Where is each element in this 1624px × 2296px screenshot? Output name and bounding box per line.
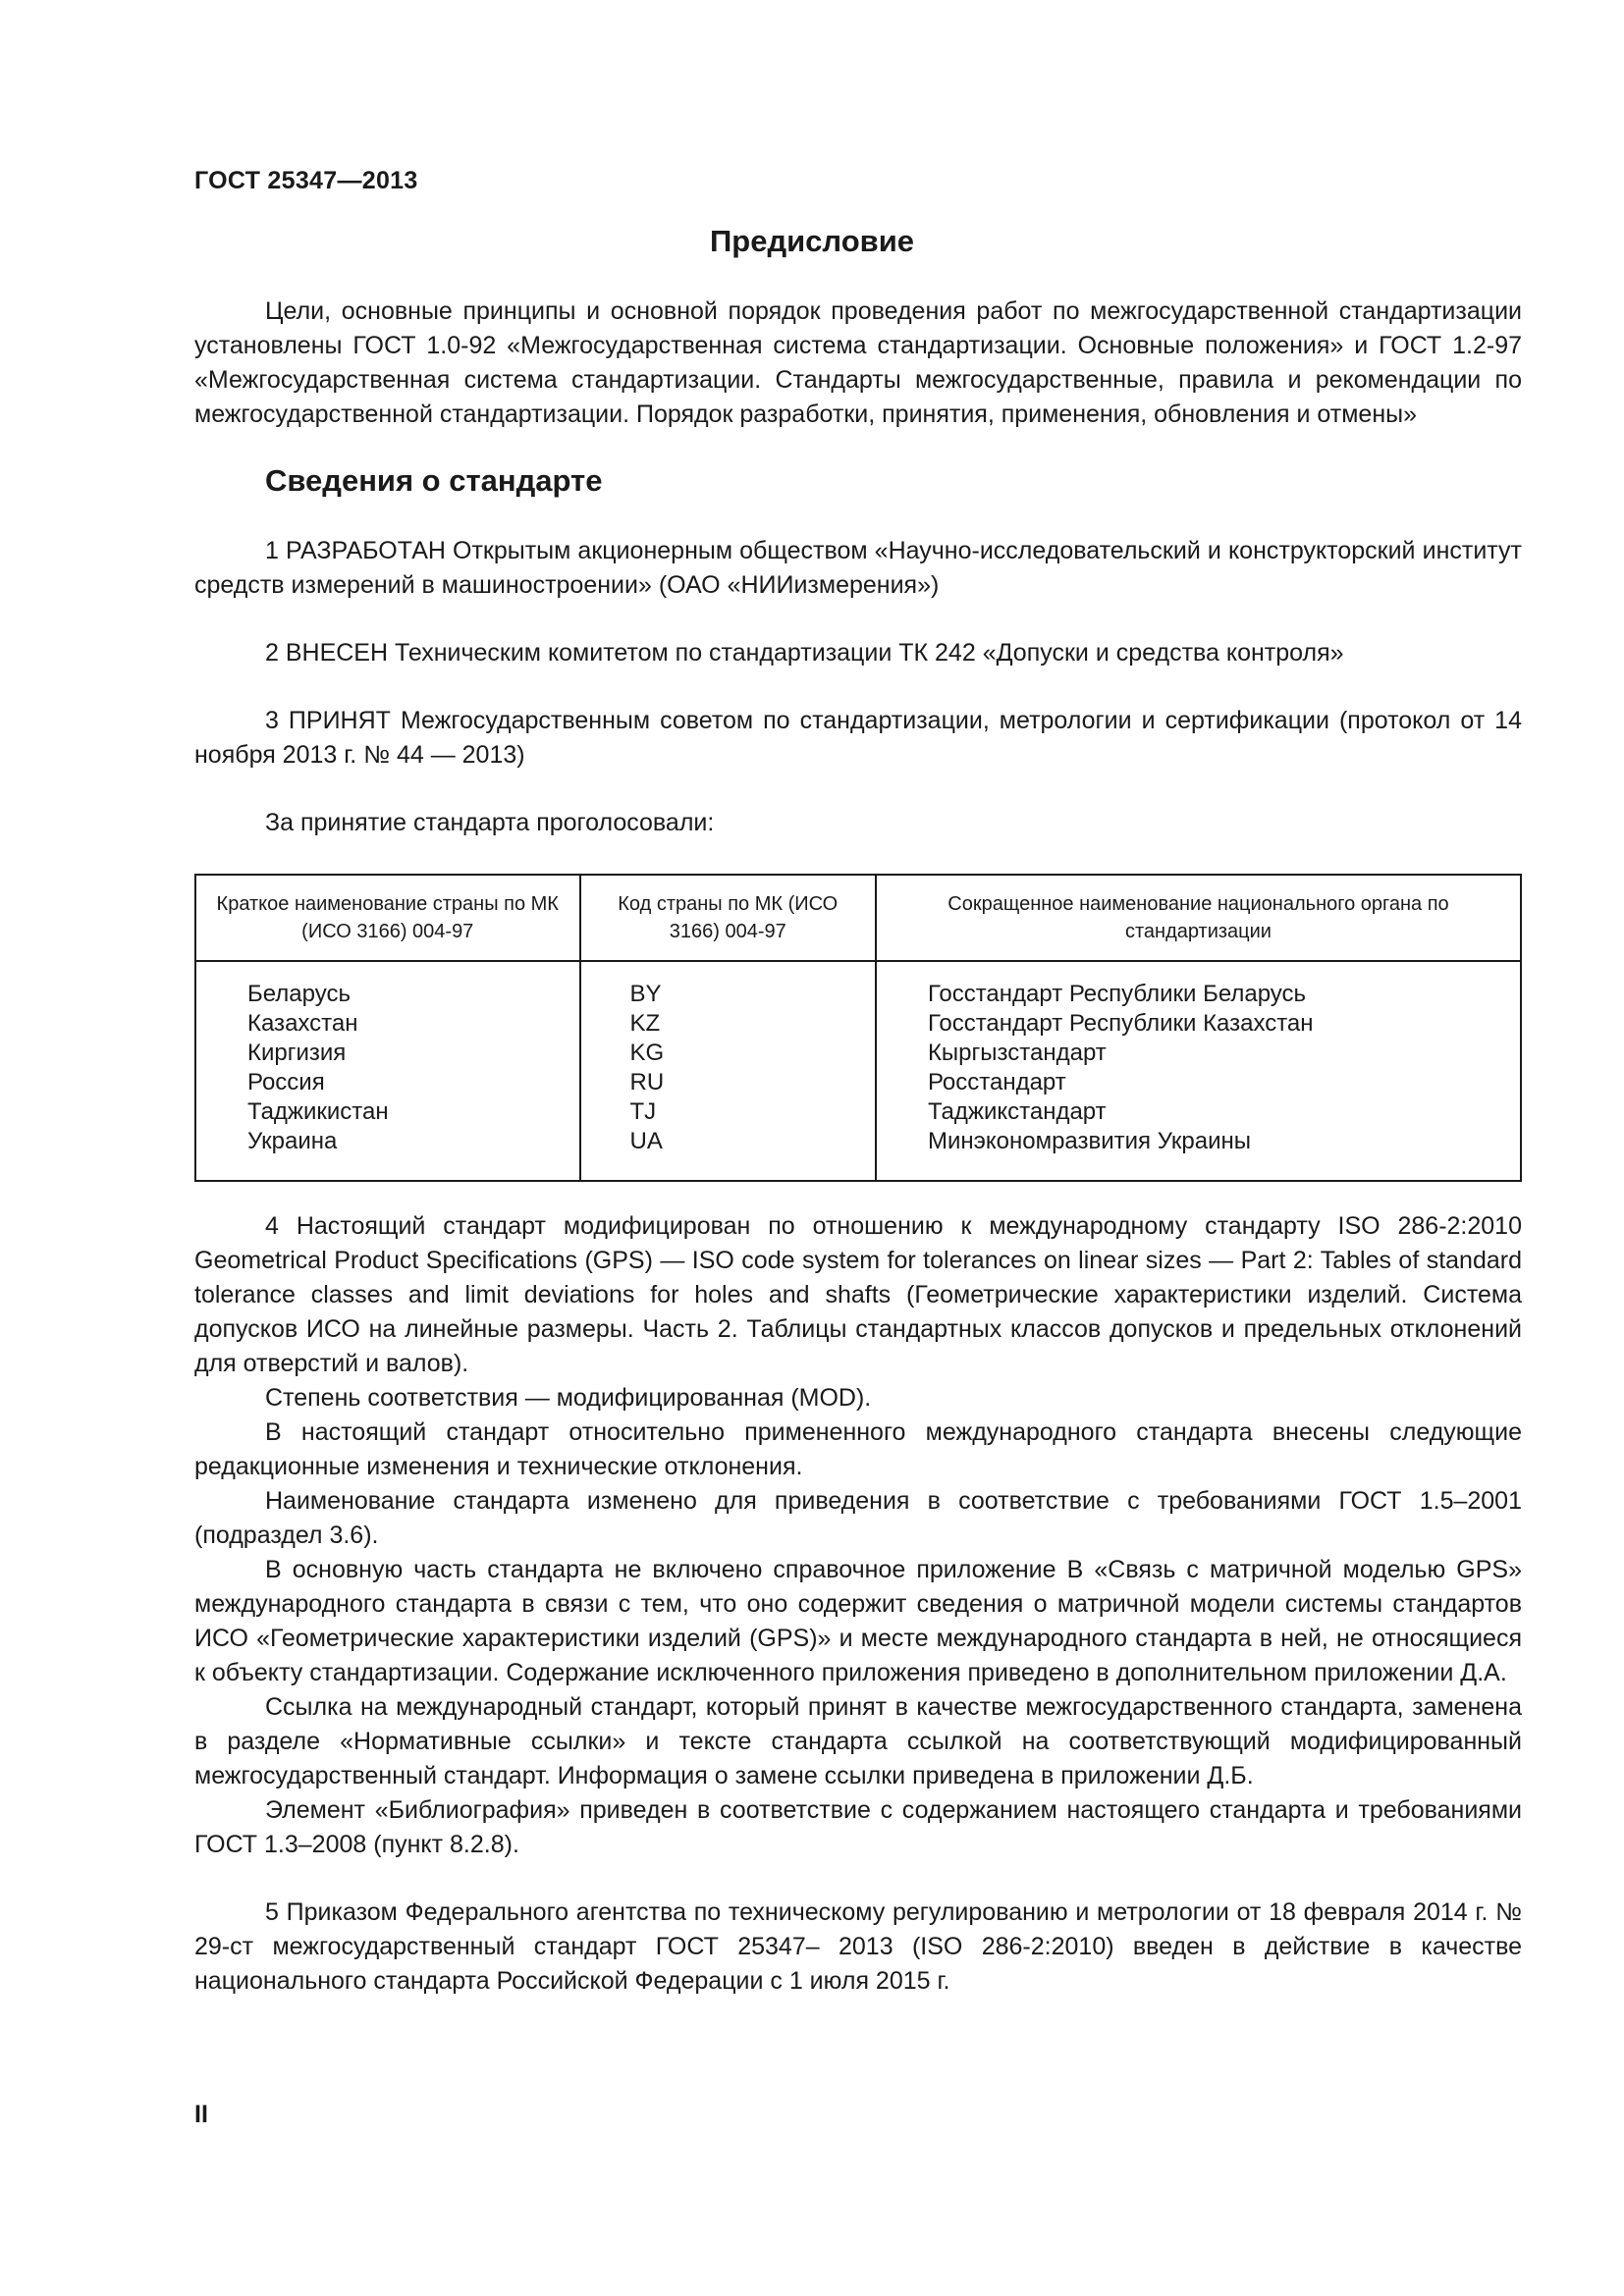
item-4-paragraph-6: Ссылка на международный стандарт, который принят в качестве межгосударственного стандарта, заменена в разделе «Нормативные ссылки» и тексте стандарта ссылкой на соответствующий модифицированный межгосударственный стандарт. Информация о замене ссылки приведена в приложении Д.Б. bbox=[194, 1693, 1522, 1789]
column-header-country: Краткое наименование страны по МК (ИСО 3166) 004-97 bbox=[195, 875, 580, 961]
item-4-paragraph-5: В основную часть стандарта не включено справочное приложение В «Связь с матричной моделью GPS» международного стандарта в связи с тем, что оно содержит сведения о матричной модели системы стандартов ИСО «Геометрические характеристики изделий (GPS)» и месте международного стандарта в ней, не относящиеся к объекту стандартизации. Содержание исключенного приложения приведено в дополнительном приложении Д.А. bbox=[194, 1556, 1522, 1686]
national-body-cell: Росстандарт bbox=[876, 1068, 1521, 1097]
item-4-paragraph-2: Степень соответствия — модифицированная (MOD). bbox=[265, 1384, 872, 1412]
item-4-paragraph-1: 4 Настоящий стандарт модифицирован по отношению к международному стандарту ISO 286-2:2010 Geometrical Product Specifications (GPS) — ISO code system for tolerances on linear sizes — Part 2: Tables of standard tolerance classes and limit deviations for holes and shafts (Геометрические характеристики изделий. Система допусков ИСО на линейные размеры. Часть 2. Таблицы стандартных классов допусков и предельных отклонений для отверстий и валов). bbox=[194, 1212, 1522, 1377]
code-cell: UA bbox=[580, 1127, 876, 1181]
code-cell: BY bbox=[580, 961, 876, 1009]
section-heading: Сведения о стандарте bbox=[265, 463, 603, 498]
table-row bbox=[195, 1068, 1521, 1097]
national-body-cell: Госстандарт Республики Беларусь bbox=[876, 961, 1521, 1009]
national-body-cell: Минэкономразвития Украины bbox=[876, 1127, 1521, 1181]
country-cell: Россия bbox=[195, 1068, 580, 1097]
page-title: Предисловие bbox=[709, 224, 914, 258]
vote-intro: За принятие стандарта проголосовали: bbox=[265, 809, 715, 836]
item-5-paragraph: 5 Приказом Федерального агентства по техническому регулированию и метрологии от 18 февраля 2014 г. № 29-ст межгосударственный стандарт ГОСТ 25347– 2013 (ISO 286-2:2010) введен в действие в качестве национального стандарта Российской Федерации с 1 июля 2015 г. bbox=[194, 1898, 1522, 1995]
table-row bbox=[195, 1127, 1521, 1181]
code-cell: KZ bbox=[580, 1009, 876, 1039]
national-body-cell: Госстандарт Республики Казахстан bbox=[876, 1009, 1521, 1039]
column-header-code: Код страны по МК (ИСО 3166) 004-97 bbox=[580, 875, 876, 961]
code-cell: RU bbox=[580, 1068, 876, 1097]
table-row bbox=[195, 1009, 1521, 1039]
table-row bbox=[195, 1097, 1521, 1127]
item-4-paragraph-3: В настоящий стандарт относительно примененного международного стандарта внесены следующие редакционные изменения и технические отклонения. bbox=[194, 1418, 1522, 1480]
item-2-paragraph: 2 ВНЕСЕН Техническим комитетом по стандартизации ТК 242 «Допуски и средства контроля» bbox=[265, 639, 1344, 667]
code-cell: TJ bbox=[580, 1097, 876, 1127]
page-number: II bbox=[194, 2101, 208, 2128]
voting-table bbox=[194, 874, 1522, 1182]
country-cell: Беларусь bbox=[195, 961, 580, 1009]
document-body bbox=[194, 294, 1522, 1999]
table-row bbox=[195, 1039, 1521, 1068]
country-cell: Казахстан bbox=[195, 1009, 580, 1039]
national-body-cell: Кыргызстандарт bbox=[876, 1039, 1521, 1068]
table-row bbox=[195, 961, 1521, 1009]
country-cell: Таджикистан bbox=[195, 1097, 580, 1127]
item-1-paragraph: 1 РАЗРАБОТАН Открытым акционерным обществом «Научно-исследовательский и конструкторский институт средств измерений в машиностроении» (ОАО «НИИизмерения») bbox=[194, 537, 1522, 599]
document-code-header: ГОСТ 25347—2013 bbox=[194, 167, 418, 194]
table-header-row bbox=[195, 875, 1521, 961]
column-header-national-body: Сокращенное наименование национального органа по стандартизации bbox=[876, 875, 1521, 961]
code-cell: KG bbox=[580, 1039, 876, 1068]
item-4-paragraph-4: Наименование стандарта изменено для приведения в соответствие с требованиями ГОСТ 1.5–2001 (подраздел 3.6). bbox=[194, 1487, 1522, 1549]
national-body-cell: Таджикстандарт bbox=[876, 1097, 1521, 1127]
item-4-paragraph-7: Элемент «Библиография» приведен в соответствие с содержанием настоящего стандарта и требованиями ГОСТ 1.3–2008 (пункт 8.2.8). bbox=[194, 1796, 1522, 1858]
country-cell: Киргизия bbox=[195, 1039, 580, 1068]
item-3-paragraph: 3 ПРИНЯТ Межгосударственным советом по стандартизации, метрологии и сертификации (протокол от 14 ноября 2013 г. № 44 — 2013) bbox=[194, 707, 1522, 769]
intro-paragraph: Цели, основные принципы и основной порядок проведения работ по межгосударственной стандартизации установлены ГОСТ 1.0-92 «Межгосударственная система стандартизации. Основные положения» и ГОСТ 1.2-97 «Межгосударственная система стандартизации. Стандарты межгосударственные, правила и рекомендации по межгосударственной стандартизации. Порядок разработки, принятия, применения, обновления и отмены» bbox=[194, 297, 1522, 428]
country-cell: Украина bbox=[195, 1127, 580, 1181]
